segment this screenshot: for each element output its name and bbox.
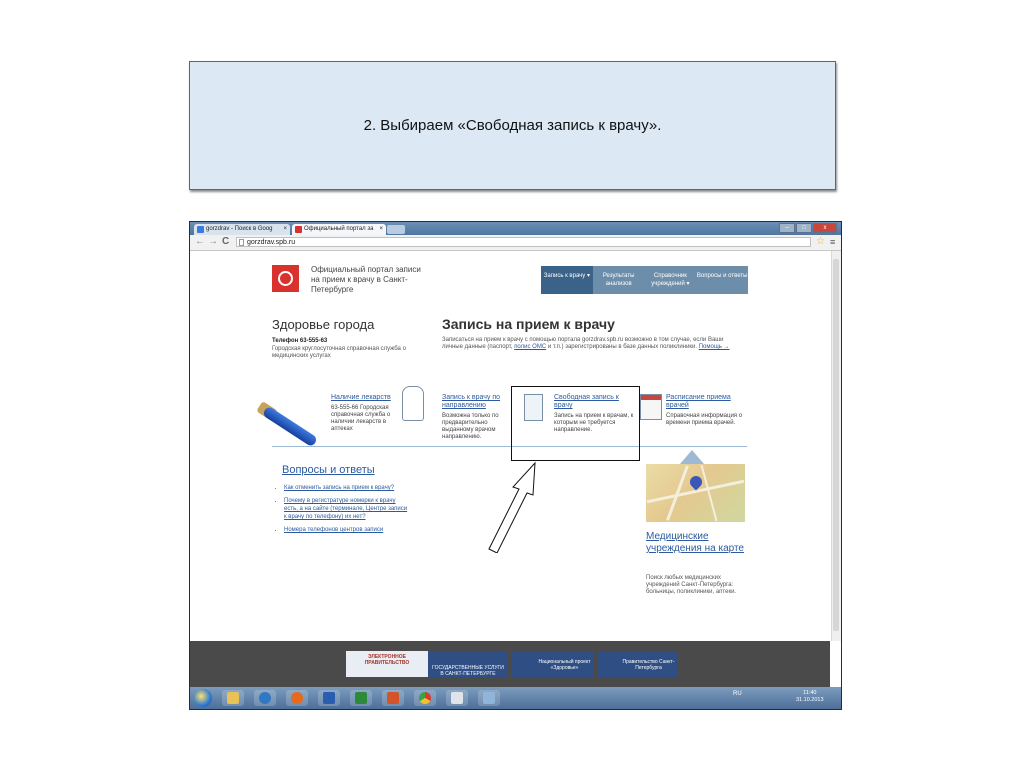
site-footer	[190, 641, 830, 687]
taskbar-media[interactable]	[254, 690, 276, 706]
web-page	[190, 251, 830, 641]
taskbar-calculator[interactable]	[446, 690, 468, 706]
qa-item[interactable]: • Номера телефонов центров записи	[284, 526, 409, 534]
taskbar-explorer[interactable]	[222, 690, 244, 706]
start-button-icon[interactable]	[194, 689, 212, 707]
brush-illustration	[262, 406, 318, 448]
health-city-title: Здоровье города	[272, 317, 375, 332]
tab-google-search[interactable]	[194, 224, 290, 235]
tab-gorzdrav[interactable]	[292, 224, 386, 235]
maximize-button[interactable]: □	[796, 223, 812, 233]
browser-menu-icon[interactable]: ≡	[830, 237, 836, 247]
gorzdrav-favicon-icon	[295, 226, 302, 233]
map-desc: Поиск любых медицинских учреждений Санкт-Петербурга: больницы, поликлиники, аптеки.	[646, 575, 737, 595]
qa-item[interactable]: • Почему в регистратуре номерки к врачу есть, а на сайте (терминале, Центре записи к врачу по телефону) их нет?	[284, 497, 409, 521]
desc-text-2: и т.п.) зарегистрированы в базе данных поликлиники.	[546, 344, 699, 350]
language-indicator[interactable]: RU	[733, 691, 742, 697]
google-favicon-icon	[197, 226, 204, 233]
banner-gosuslugi[interactable]: ГОСУДАРСТВЕННЫЕ УСЛУГИ В САНКТ-ПЕТЕРБУРГЕ	[428, 651, 508, 677]
chrome-icon	[419, 692, 431, 704]
close-window-button[interactable]: x	[813, 223, 837, 233]
tab-title: Официальный портал за	[304, 226, 374, 232]
calculator-icon	[451, 692, 463, 704]
banner-government[interactable]: Правительство Санкт-Петербурга	[598, 651, 678, 677]
desc-text-1: Записаться на прием к врачу с помощью портала gorzdrav.spb.ru возможно в том случае, если Ваши личные данные (паспорт,	[442, 337, 724, 350]
tab-close-icon[interactable]: ×	[283, 226, 287, 232]
helpline-phone: Телефон 63-555-63	[272, 338, 328, 344]
page-title: Запись на прием к врачу	[442, 316, 615, 332]
clock-time: 11:40	[803, 690, 817, 696]
free-appointment-desc: Запись на прием к врачам, к которым не требуется направление.	[554, 413, 634, 433]
calendar-icon	[640, 394, 662, 420]
map-thumbnail[interactable]	[646, 464, 745, 522]
forward-arrow-icon[interactable]: →	[208, 236, 218, 247]
firefox-icon	[291, 692, 303, 704]
tab-bar	[190, 222, 841, 235]
excel-icon	[355, 692, 367, 704]
tab-title: gorzdrav - Поиск в Goog	[206, 226, 273, 232]
section-divider	[272, 446, 747, 447]
new-tab-button[interactable]	[387, 225, 405, 234]
map-pointer-triangle	[680, 450, 704, 464]
page-icon	[239, 239, 244, 246]
window-controls	[779, 223, 837, 233]
page-scrollbar[interactable]	[831, 251, 841, 641]
nav-item-zapis[interactable]: Запись к врачу ▾	[541, 266, 593, 294]
paint-icon	[483, 692, 495, 704]
section-schedule	[666, 394, 746, 427]
help-link[interactable]: Помощь →	[698, 344, 730, 350]
reload-icon[interactable]: C	[222, 236, 230, 247]
taskbar-powerpoint[interactable]	[382, 690, 404, 706]
nav-item-results[interactable]: Результаты анализов	[602, 273, 635, 287]
taskbar-firefox[interactable]	[286, 690, 308, 706]
taskbar-word[interactable]	[318, 690, 340, 706]
referral-link[interactable]: Запись к врачу по направлению	[442, 394, 501, 409]
referral-desc: Возможна только по предварительно выданному врачом направлению.	[442, 413, 499, 440]
nav-item-faq[interactable]: Вопросы и ответы	[696, 273, 748, 279]
qa-item[interactable]: • Как отменить запись на прием к врачу?	[284, 484, 409, 492]
section-referral	[442, 394, 507, 441]
drugs-link[interactable]: Наличие лекарств	[331, 394, 391, 401]
bookmark-star-icon[interactable]: ☆	[816, 236, 825, 247]
folder-icon	[227, 692, 239, 704]
minimize-button[interactable]: –	[779, 223, 795, 233]
scrollbar-thumb[interactable]	[833, 259, 839, 631]
url-input[interactable]	[236, 237, 811, 247]
qa-list	[276, 484, 409, 539]
taskbar-chrome[interactable]	[414, 690, 436, 706]
url-text: gorzdrav.spb.ru	[247, 239, 296, 246]
drugs-desc: 63-555-66 Городская справочная служба о наличии лекарств в аптеках	[331, 405, 391, 432]
clock-date: 31.10.2013	[796, 697, 824, 703]
tab-close-icon[interactable]: ×	[379, 226, 383, 232]
highlight-box	[511, 386, 640, 461]
taskbar-paint[interactable]	[478, 690, 500, 706]
page-description	[442, 337, 742, 351]
oms-link[interactable]: полис ОМС	[514, 344, 547, 350]
powerpoint-icon	[387, 692, 399, 704]
clock[interactable]	[796, 690, 824, 704]
qa-title[interactable]: Вопросы и ответы	[282, 464, 375, 476]
back-arrow-icon[interactable]: ←	[195, 236, 205, 247]
nav-item-directory[interactable]: Справочник учреждений ▾	[651, 273, 690, 287]
map-link[interactable]: Медицинские учреждения на карте	[646, 531, 744, 554]
banner-zdorovie[interactable]: Национальный проект «Здоровье»	[512, 651, 594, 677]
helpline-desc: Городская круглосуточная справочная служба о медицинских услугах	[272, 346, 406, 359]
word-icon	[323, 692, 335, 704]
banner-egov[interactable]: ЭЛЕКТРОННОЕ ПРАВИТЕЛЬСТВО	[346, 651, 428, 677]
schedule-link[interactable]: Расписание приема врачей	[666, 394, 731, 409]
windows-taskbar	[190, 687, 841, 709]
slide-caption: 2. Выбираем «Свободная запись к врачу».	[363, 117, 662, 134]
schedule-desc: Справочная информация о времени приема врачей.	[666, 413, 743, 426]
browser-window	[189, 221, 842, 710]
logo-emblem-icon	[278, 271, 293, 286]
portal-logo-icon[interactable]	[272, 265, 299, 292]
free-appointment-link[interactable]: Свободная запись к врачу	[554, 394, 619, 409]
map-road	[701, 465, 718, 522]
taskbar-excel[interactable]	[350, 690, 372, 706]
media-player-icon	[259, 692, 271, 704]
portal-title[interactable]: Официальный портал записи на прием к врачу в Санкт-Петербурге	[311, 265, 421, 294]
slide-caption-box	[189, 61, 836, 190]
doctor-illustration-icon	[402, 386, 424, 421]
address-bar	[190, 235, 841, 251]
main-nav	[541, 266, 748, 294]
section-drugs	[331, 394, 401, 433]
pointer-arrow-icon	[487, 461, 547, 553]
